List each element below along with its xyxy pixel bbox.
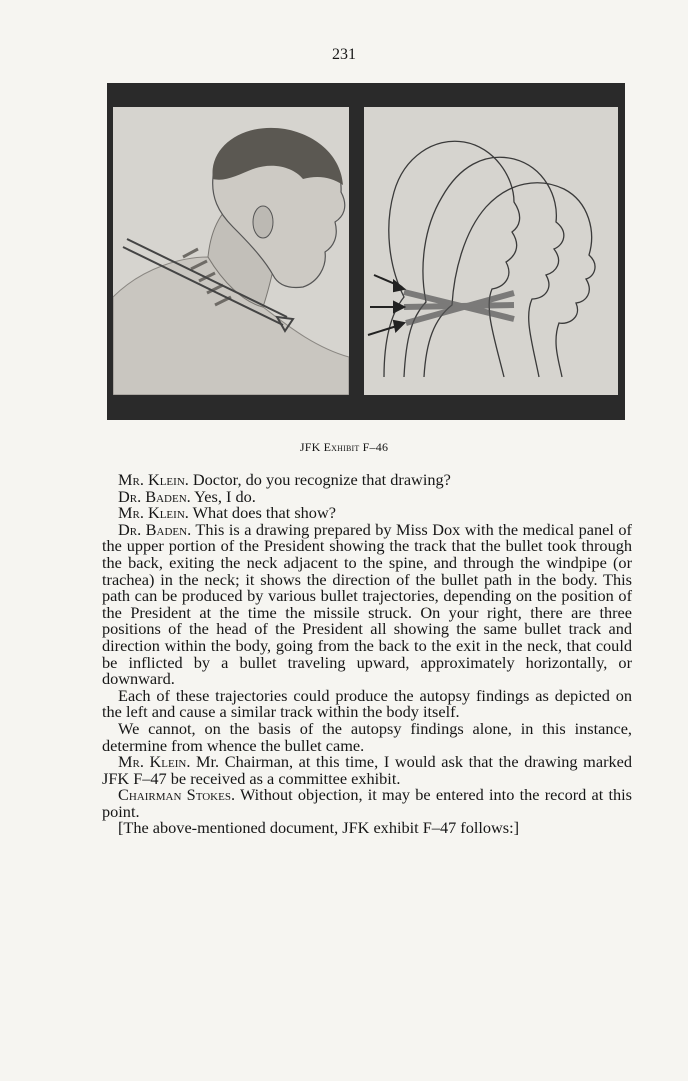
speaker-label: Dr. Baden. — [118, 486, 191, 506]
paragraph-text: Mr. Chairman, at this time, I would ask that the drawing marked JFK F–47 be received as a committee exhibit. — [102, 752, 632, 788]
paragraph-text: Each of these trajectories could produce the autopsy findings as depicted on the left and cause a similar track within the body itself. — [102, 685, 632, 722]
paragraph-text: What does that show? — [188, 503, 336, 523]
paragraph-text: Yes, I do. — [190, 486, 256, 506]
speaker-label: Mr. Klein. — [118, 503, 189, 523]
paragraph — [102, 718, 632, 755]
paragraph-text: [The above-mentioned document, JFK exhibit F–47 follows:] — [118, 818, 520, 838]
paragraph-text: Doctor, do you recognize that drawing? — [188, 470, 451, 489]
three-head-positions-drawing — [364, 107, 618, 395]
bullet-path-illustration — [113, 107, 349, 395]
paragraph-text: Without objection, it may be entered into the record at this point. — [102, 785, 632, 821]
trajectory-illustration — [364, 107, 618, 395]
paragraph — [102, 820, 632, 837]
figure-caption — [0, 440, 688, 455]
head-profile-drawing — [113, 107, 349, 395]
transcript-body — [102, 472, 632, 837]
speaker-label: Chairman Stokes. — [118, 785, 236, 805]
page-number: 231 — [332, 46, 356, 63]
paragraph-text: We cannot, on the basis of the autopsy findings alone, in this instance, determine from whence the bullet came. — [102, 718, 632, 755]
speaker-label: Dr. Baden. — [118, 519, 192, 539]
speaker-label: Mr. Klein. — [118, 752, 191, 772]
exhibit-figure — [107, 83, 625, 420]
speaker-label: Mr. Klein. — [118, 470, 189, 489]
caption-prefix: JFK — [299, 440, 324, 454]
paragraph-text: This is a drawing prepared by Miss Dox with the medical panel of the upper portion of the President showing the track that the bullet took through the back, exiting the neck adjacent to the spine, and through the windpipe (or trachea) in the neck; it shows the direction of the bullet path in the body. This path can be produced by various bullet trajectories, depending on the position of the President at the time the missile struck. On your right, there are three positions of the head of the President all showing the same bullet track and direction within the body, going from the back to the exit in the neck, that could be inflicted by a bullet traveling upward, approximately horizontally, or downward. — [102, 519, 632, 689]
caption-suffix: F–46 — [359, 440, 389, 454]
paragraph — [102, 787, 632, 820]
paragraph — [102, 754, 632, 787]
paragraph — [102, 519, 632, 689]
paragraph — [102, 685, 632, 722]
caption-exhibit-word: Exhibit — [323, 440, 360, 454]
